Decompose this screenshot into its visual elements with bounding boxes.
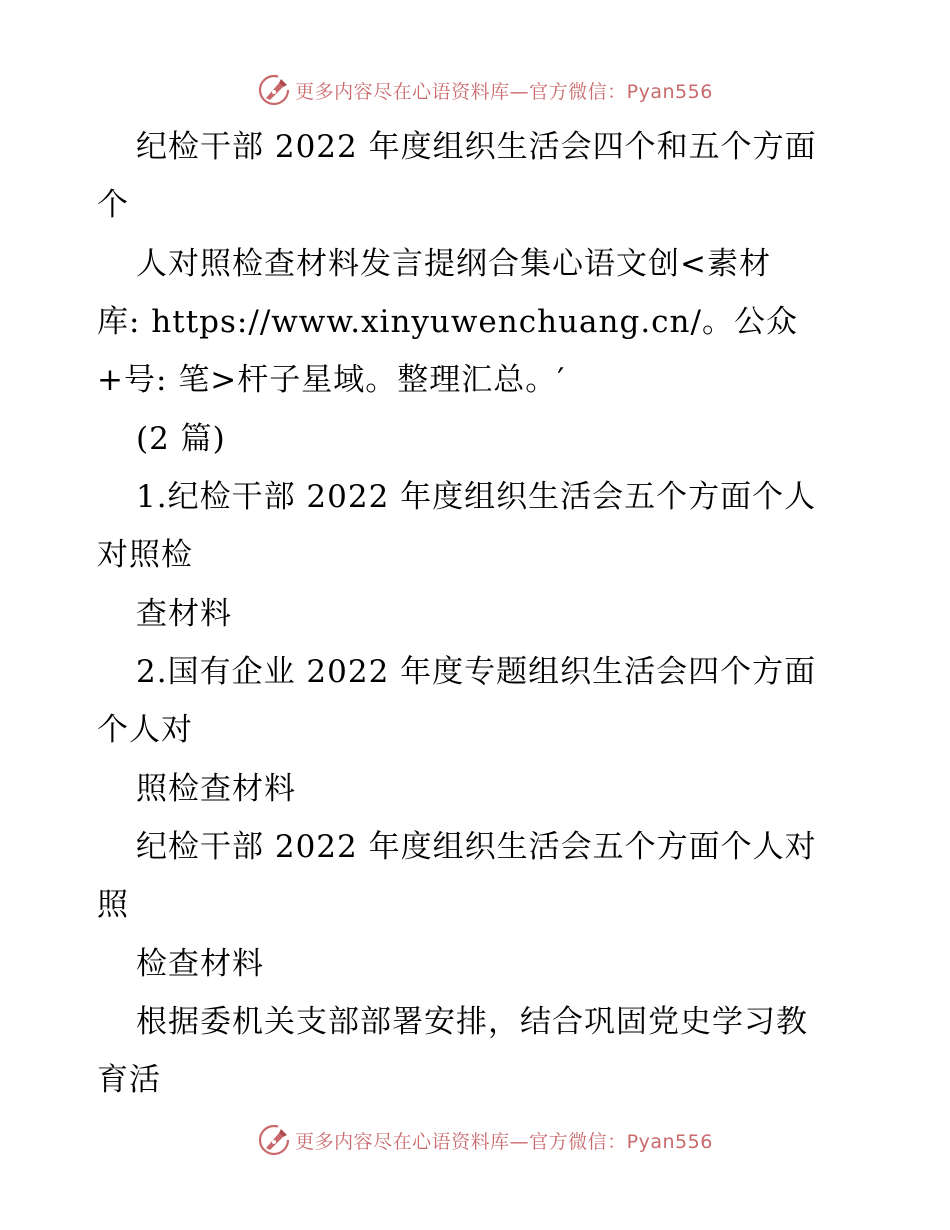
header-banner: [0, 70, 950, 110]
text-line-8: 对照检: [97, 537, 193, 573]
text-line-4: 库: https://www.xinyuwenchuang.cn/。公众: [97, 304, 798, 340]
text-line-10: 2.国有企业 2022 年度专题组织生活会四个方面: [136, 654, 817, 690]
pen-nib-logo-icon: [257, 1123, 291, 1157]
text-line-9: 查材料: [136, 596, 232, 632]
footer-banner-content: [257, 1123, 713, 1157]
header-banner-content: [257, 73, 713, 107]
text-line-1: 纪检干部 2022 年度组织生活会四个和五个方面: [136, 129, 817, 165]
text-line-14: 照: [97, 887, 129, 923]
pen-nib-logo-icon: [257, 73, 291, 107]
footer-banner: [0, 1120, 950, 1160]
text-line-3: 人对照检查材料发言提纲合集心语文创<素材: [136, 246, 771, 282]
text-line-2: 个: [97, 187, 129, 223]
text-line-11: 个人对: [97, 712, 193, 748]
text-line-5: +号: 笔>杆子星域。整理汇总。′: [97, 362, 566, 398]
text-line-12: 照检查材料: [136, 771, 296, 807]
footer-banner-text: 更多内容尽在心语资料库—官方微信：Pyan556: [295, 1130, 713, 1153]
text-line-17: 育活: [97, 1062, 161, 1098]
text-line-13: 纪检干部 2022 年度组织生活会五个方面个人对: [136, 829, 817, 865]
text-line-6: (2 篇): [136, 421, 226, 457]
text-line-7: 1.纪检干部 2022 年度组织生活会五个方面个人: [136, 479, 817, 515]
text-line-16: 根据委机关支部部署安排，结合巩固党史学习教: [136, 1004, 808, 1040]
header-banner-text: 更多内容尽在心语资料库—官方微信：Pyan556: [295, 80, 713, 103]
text-line-15: 检查材料: [136, 946, 264, 982]
